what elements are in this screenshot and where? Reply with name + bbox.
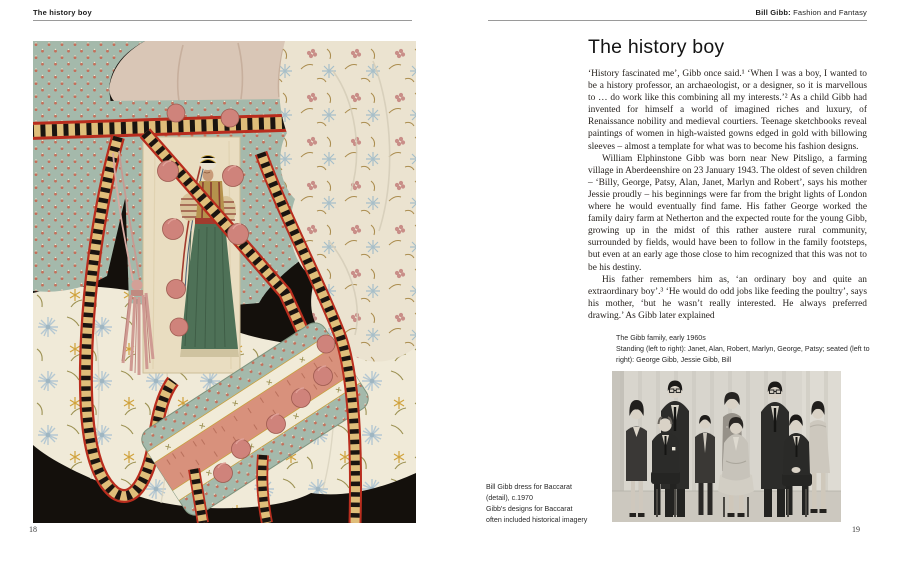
page-number-left: 18 — [29, 525, 37, 534]
paragraph-1: ‘History fascinated me’, Gibb once said.¹ ‘When I was a boy, I wanted to be a history professor, an archaeologist, or a designer, so it is marvellous to … do work like this combining all my interests.’² As a child Gibb had invented for himself a world of imagined riches and luxury, of Renaissance nobility and medieval courtiers. Teenage sketchbooks reveal paintings of women in high-waisted gowns edged in gold with billowing sleeves – almost a template for what was to become his fashion designs. — [588, 69, 867, 152]
header-rule-left — [33, 20, 412, 21]
dress-caption-line3: Gibb's designs for Baccarat — [486, 504, 573, 513]
page-number-right: 19 — [852, 525, 860, 534]
family-caption-names: Standing (left to right): Janet, Alan, Robert, Marlyn, George, Patsy; seated (left to right): George Gibb, Jessie Gibb, Bill — [616, 344, 870, 364]
chapter-title: The history boy — [588, 36, 725, 58]
dress-caption-line4: often included historical imagery — [486, 515, 588, 524]
paragraph-3: His father remembers him as, ‘an ordinary boy and quite an extraordinary boy’.³ ‘He would do odd jobs like feeding the poultry’, says his mother, ‘but he wasn’t really interested. He always preferred drawing.’ As Gibb later explained — [588, 274, 867, 321]
dress-photo-illustration — [33, 41, 416, 523]
family-photo-caption — [616, 333, 876, 366]
body-text — [588, 68, 867, 322]
family-caption-title: The Gibb family, early 1960s — [616, 334, 706, 342]
paragraph-2: William Elphinstone Gibb was born near New Pitsligo, a farming village in Aberdeenshire on 23 January 1943. The oldest of seven children – ‘Billy, George, Patsy, Alan, Janet, Marlyn and Robert’, says his mother Jessie proudly – his beginnings were far from the bright lights of London where he would eventually find fame. His father George worked the family dairy farm at Netherton and the expected route for the young Gibb, growing up in the midst of this rather austere rural community, surrounded by fields, would have been to follow in the family footsteps, but even at an early age those close to him recognized that this was not to be his destiny. — [588, 153, 867, 273]
running-head-book-subtitle: Fashion and Fantasy — [790, 8, 867, 17]
running-head-book-title: Bill Gibb: — [755, 8, 791, 17]
running-head-right — [488, 8, 867, 17]
dress-caption-line1: Bill Gibb dress for Baccarat — [486, 483, 572, 491]
running-head-left: The history boy — [33, 8, 92, 17]
family-photo-illustration — [612, 371, 841, 522]
dress-photo — [33, 41, 416, 523]
dress-caption-line2: (detail), c.1970 — [486, 493, 533, 502]
family-photo — [612, 371, 841, 522]
header-rule-right — [488, 20, 867, 21]
dress-photo-caption — [486, 482, 626, 526]
